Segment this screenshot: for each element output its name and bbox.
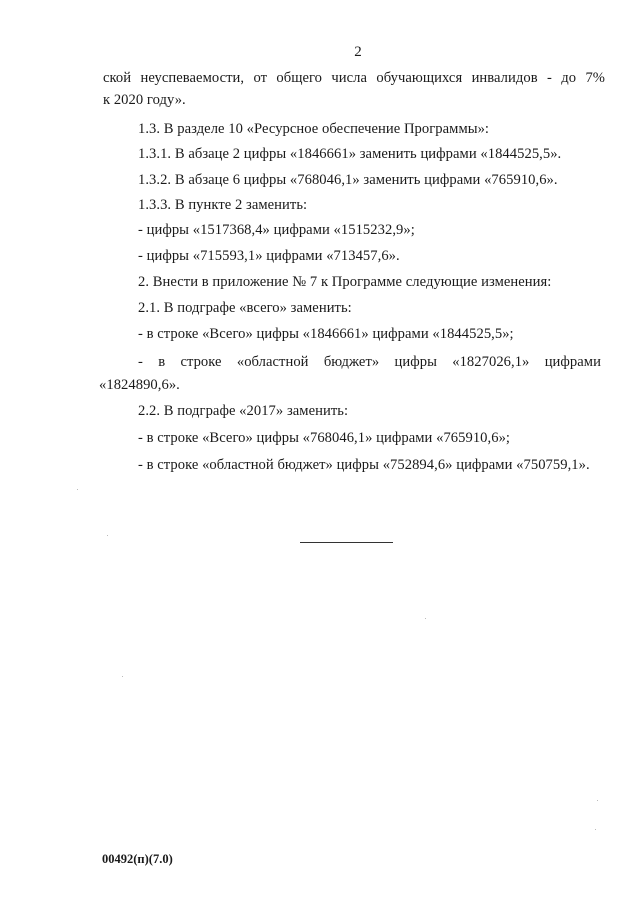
list-item: - в строке «областной бюджет» цифры «752894,6» цифрами «750759,1».: [138, 457, 590, 473]
paragraph-line: 2.2. В подграфе «2017» заменить:: [138, 403, 349, 419]
word: цифры: [394, 354, 437, 370]
word: до: [561, 70, 577, 86]
word: общего: [276, 70, 323, 86]
word: бюджет»: [323, 354, 380, 370]
scan-speck: [597, 800, 598, 801]
end-rule: [300, 542, 393, 543]
word: от: [253, 70, 268, 86]
paragraph-line: к 2020 году».: [103, 92, 186, 108]
page-number: 2: [354, 44, 362, 60]
paragraph-line: 2.1. В подграфе «всего» заменить:: [138, 300, 352, 316]
word: -: [547, 70, 552, 86]
word: неуспеваемости,: [140, 70, 245, 86]
paragraph-line: 1.3.2. В абзаце 6 цифры «768046,1» заменить цифрами «765910,6».: [138, 172, 558, 188]
list-item: - в строке «Всего» цифры «1846661» цифрами «1844525,5»;: [138, 326, 514, 342]
word: «областной: [236, 354, 309, 370]
paragraph-line: «1824890,6».: [99, 377, 180, 393]
paragraph-line: 2. Внести в приложение № 7 к Программе следующие изменения:: [138, 274, 552, 290]
word: ской: [103, 70, 132, 86]
word: -: [138, 354, 143, 370]
list-item: [138, 354, 601, 371]
paragraph-line: 1.3.3. В пункте 2 заменить:: [138, 197, 308, 213]
word: строке: [180, 354, 222, 370]
scan-speck: [107, 535, 108, 536]
scan-speck: [77, 489, 78, 490]
paragraph-line: [103, 70, 605, 87]
list-item: - в строке «Всего» цифры «768046,1» цифрами «765910,6»;: [138, 430, 511, 446]
document-code: 00492(п)(7.0): [102, 852, 173, 866]
word: инвалидов: [471, 70, 538, 86]
list-item: - цифры «715593,1» цифрами «713457,6».: [138, 248, 400, 264]
paragraph-line: 1.3.1. В абзаце 2 цифры «1846661» заменить цифрами «1844525,5».: [138, 146, 562, 162]
word: в: [158, 354, 166, 370]
word: обучающихся: [376, 70, 463, 86]
section-heading: 1.3. В разделе 10 «Ресурсное обеспечение Программы»:: [138, 121, 490, 137]
word: цифрами: [544, 354, 601, 370]
scan-speck: [595, 829, 596, 830]
scan-speck: [425, 618, 426, 619]
list-item: - цифры «1517368,4» цифрами «1515232,9»;: [138, 222, 415, 238]
word: 7%: [585, 70, 605, 86]
word: «1827026,1»: [452, 354, 530, 370]
scan-speck: [122, 676, 123, 677]
word: числа: [331, 70, 368, 86]
